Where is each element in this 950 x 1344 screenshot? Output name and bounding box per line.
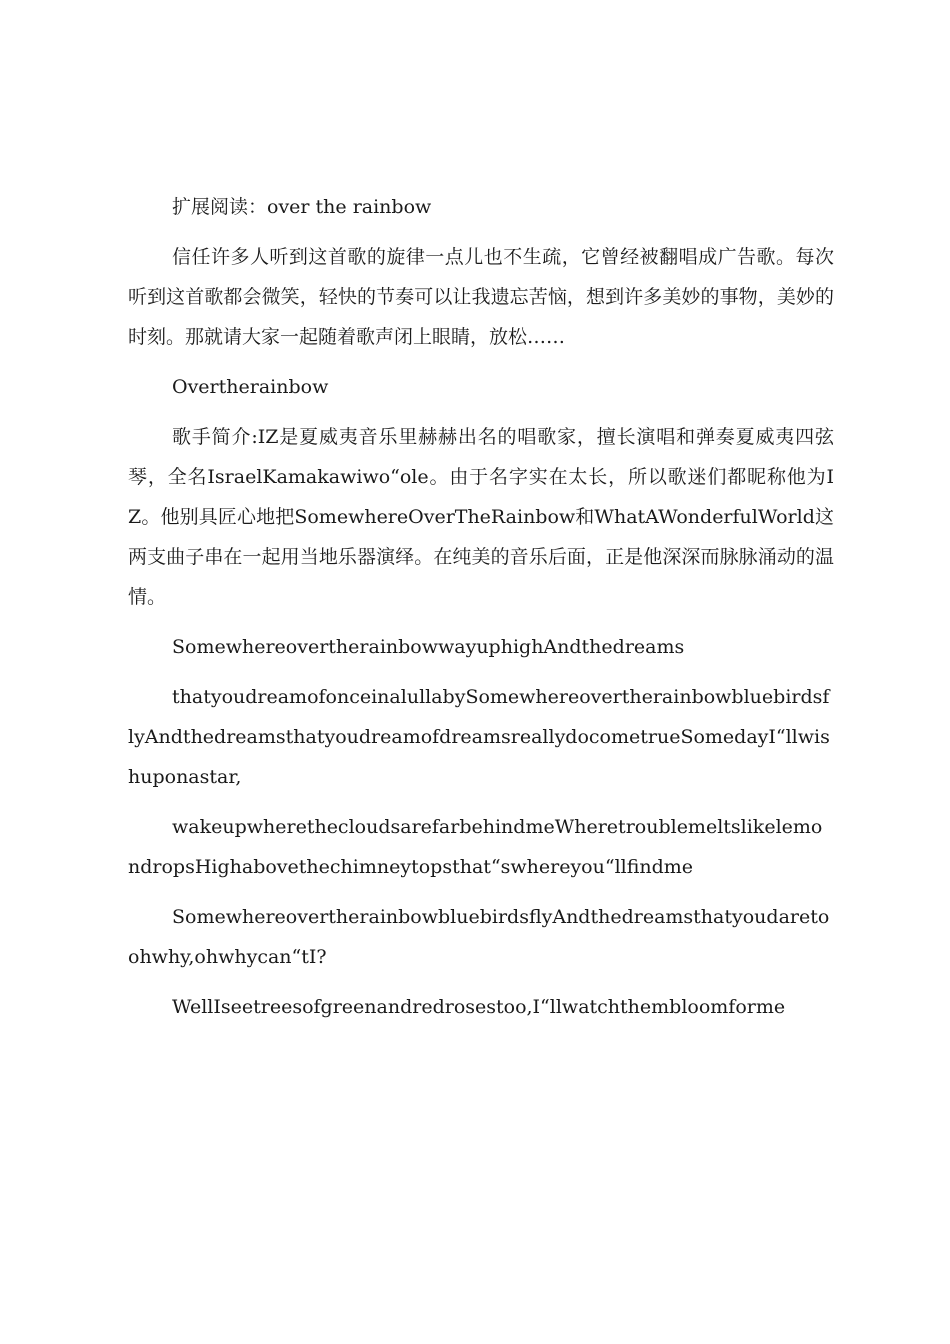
lyrics-paragraph: wakeupwherethecloudsarefarbehindmeWheretroublemeltslikelemondropsHighabovethechimneytopsthat“swhereyou“llfindme bbox=[128, 816, 823, 878]
intro-paragraph: 信任许多人听到这首歌的旋律一点儿也不生疏，它曾经被翻唱成广告歌。每次听到这首歌都会微笑，轻快的节奏可以让我遗忘苦恼，想到许多美妙的事物，美妙的时刻。那就请大家一起随着歌声闭上眼睛，放松…… bbox=[128, 246, 834, 348]
lyrics-paragraph: thatyoudreamofonceinalullabySomewhereovertherainbowbluebirdsflyAndthedreamsthatyoudreamofdreamsreallydocometrueSomedayI“llwishuponastar, bbox=[128, 686, 830, 788]
lyrics-paragraph: SomewhereovertherainbowwayuphighAndthedreams bbox=[172, 636, 685, 658]
song-title: Overtherainbow bbox=[172, 376, 329, 398]
lyrics-paragraph: WellIseetreesofgreenandredrosestoo,I“llwatchthembloomforme bbox=[172, 996, 786, 1018]
document-body bbox=[128, 187, 834, 1037]
lyrics-paragraph: SomewhereovertherainbowbluebirdsflyAndthedreamsthatyoudaretoohwhy,ohwhycan“tI? bbox=[128, 906, 830, 968]
singer-intro-paragraph: 歌手简介:IZ是夏威夷音乐里赫赫出名的唱歌家，擅长演唱和弹奏夏威夷四弦琴，全名IsraelKamakawiwo“ole。由于名字实在太长，所以歌迷们都昵称他为IZ。他别具匠心地把SomewhereOverTheRainbow和WhatAWonderfulWorld这两支曲子串在一起用当地乐器演绎。在纯美的音乐后面，正是他深深而脉脉涌动的温情。 bbox=[128, 426, 834, 608]
section-heading: 扩展阅读：over the rainbow bbox=[172, 196, 432, 218]
